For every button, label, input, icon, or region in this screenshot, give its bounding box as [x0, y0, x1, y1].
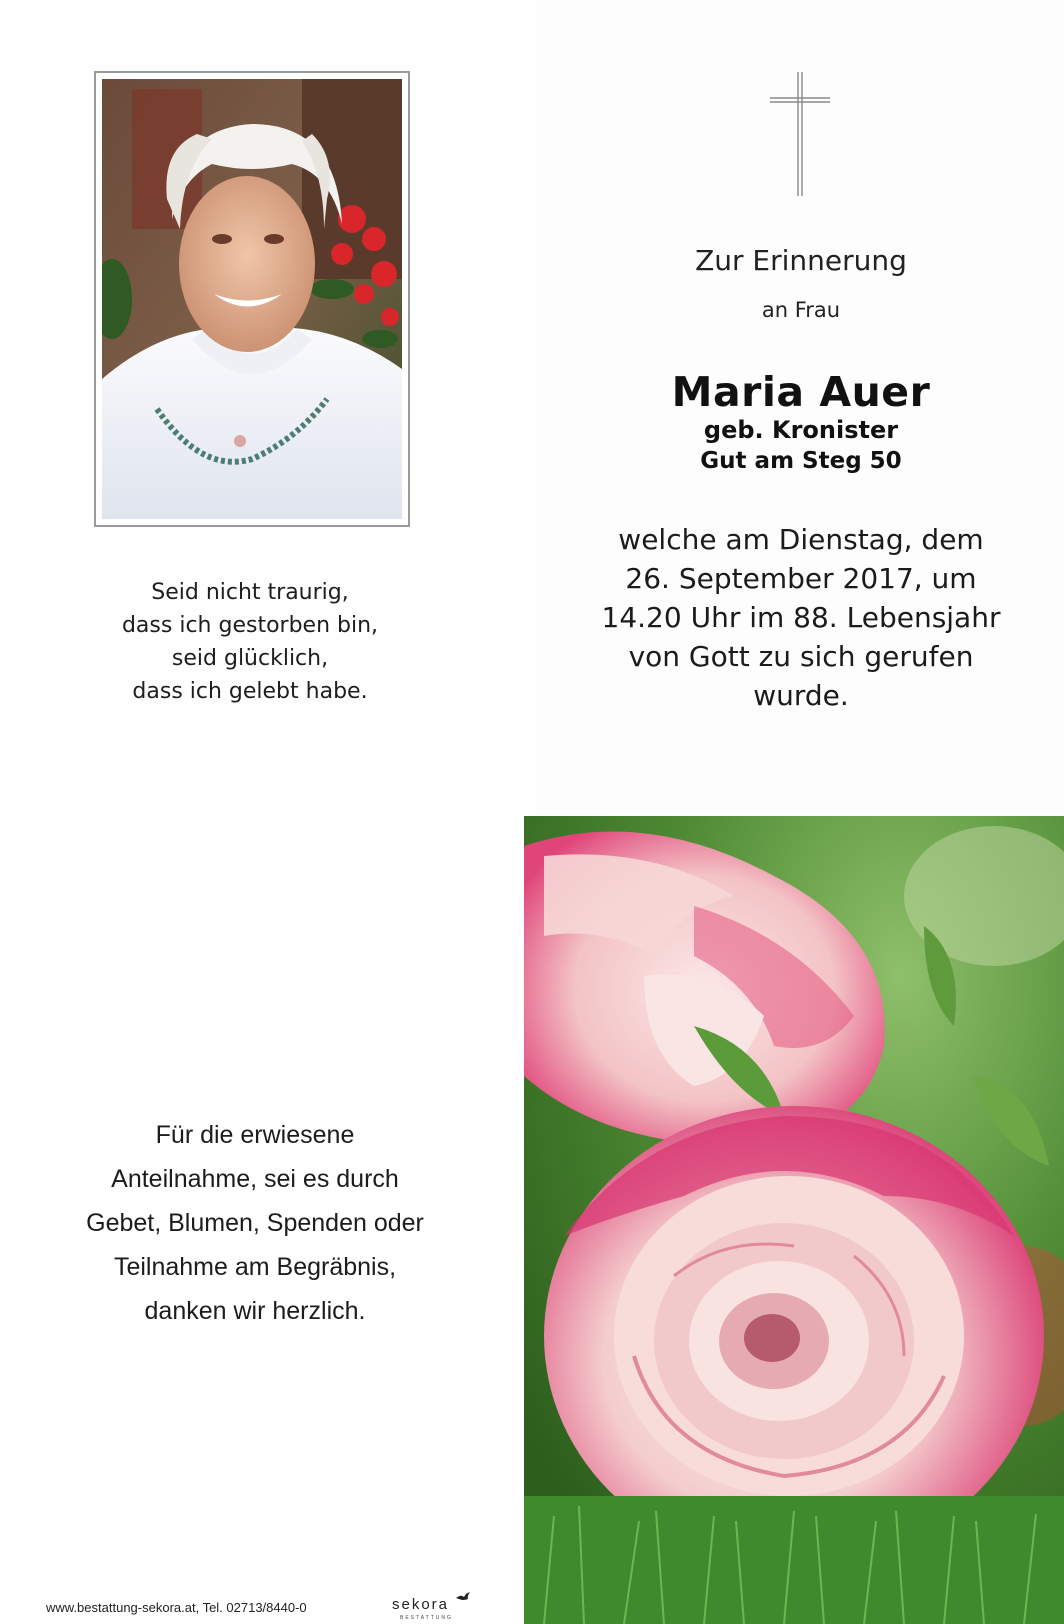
thanks-line: Gebet, Blumen, Spenden oder [86, 1209, 424, 1237]
back-left-panel [0, 816, 524, 1624]
quote-line: dass ich gestorben bin, [121, 613, 379, 638]
thanks-line: danken wir herzlich. [144, 1297, 366, 1325]
portrait-photo-frame [94, 71, 410, 527]
deceased-address: Gut am Steg 50 [700, 448, 902, 474]
memorial-subheading: an Frau [761, 298, 841, 322]
quote-line: seid glücklich, [171, 646, 329, 671]
death-notice-text [538, 520, 1064, 715]
maiden-name: geb. Kronister [703, 416, 899, 444]
thanks-line: Für die erwiesene [155, 1121, 355, 1149]
rose-image [524, 816, 1064, 1624]
quote-line: dass ich gelebt habe. [132, 679, 368, 704]
quote-line: Seid nicht traurig, [151, 580, 349, 605]
death-notice-line: welche am Dienstag, dem [618, 523, 984, 556]
death-notice-line: 26. September 2017, um [625, 562, 977, 595]
death-notice-line: von Gott zu sich gerufen [628, 640, 974, 673]
deceased-name: Maria Auer [671, 368, 931, 416]
cross-icon [768, 70, 832, 198]
front-right-panel [538, 0, 1064, 816]
front-left-panel [0, 0, 538, 816]
death-notice-line: 14.20 Uhr im 88. Lebensjahr [601, 601, 1001, 634]
memorial-quote [60, 576, 440, 708]
rose-image-panel [524, 816, 1064, 1624]
footer-contact: www.bestattung-sekora.at, Tel. 02713/8440-0 [46, 1600, 307, 1615]
death-notice-line: wurde. [753, 679, 849, 712]
brand-subtitle: BESTATTUNG [400, 1615, 453, 1621]
bird-icon [456, 1592, 470, 1604]
thanks-text [30, 1113, 480, 1333]
thanks-line: Anteilnahme, sei es durch [111, 1165, 399, 1193]
portrait-photo [102, 79, 402, 519]
memorial-heading: Zur Erinnerung [695, 244, 907, 277]
thanks-line: Teilnahme am Begräbnis, [113, 1253, 397, 1281]
brand-logo-text: sekora [392, 1596, 450, 1613]
